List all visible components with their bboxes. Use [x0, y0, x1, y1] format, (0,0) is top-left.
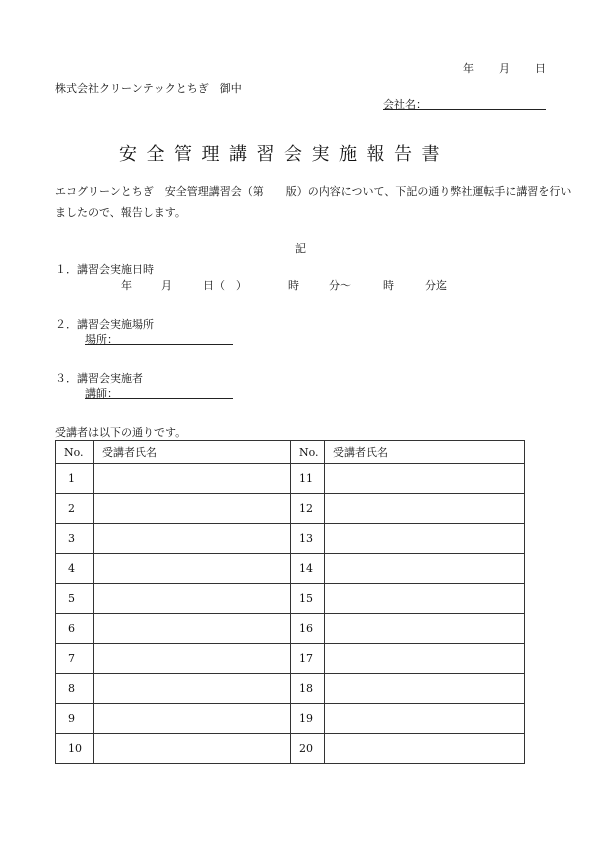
table-row — [56, 674, 525, 704]
section1-month: 月 — [161, 279, 172, 292]
instructor-field[interactable] — [85, 385, 233, 399]
row-no-left: 4 — [56, 554, 94, 584]
name-cell-left[interactable] — [94, 704, 291, 734]
company-label: 会社名： — [383, 98, 427, 111]
venue-field[interactable] — [85, 331, 233, 345]
section1-hour-end: 時 — [383, 279, 394, 292]
ki-mark: 記 — [295, 242, 306, 255]
table-row — [56, 524, 525, 554]
section1-min-end: 分迄 — [425, 279, 447, 292]
row-no-left: 2 — [56, 494, 94, 524]
table-row — [56, 734, 525, 764]
name-cell-right[interactable] — [325, 584, 525, 614]
addressee: 株式会社クリーンテックとちぎ 御中 — [55, 82, 242, 95]
row-no-left: 5 — [56, 584, 94, 614]
section1-year: 年 — [121, 279, 132, 292]
col-name-right: 受講者氏名 — [325, 441, 525, 464]
row-no-right: 17 — [291, 644, 325, 674]
date-month: 月 — [499, 62, 510, 75]
section1-min-start: 分～ — [329, 279, 351, 292]
table-row — [56, 554, 525, 584]
table-row — [56, 494, 525, 524]
row-no-right: 18 — [291, 674, 325, 704]
intro-line-2: ましたので、報告します。 — [55, 206, 186, 219]
row-no-left: 6 — [56, 614, 94, 644]
section1-hour-start: 時 — [288, 279, 299, 292]
page-title: 安全管理講習会実施報告書 — [119, 144, 449, 165]
row-no-right: 12 — [291, 494, 325, 524]
table-row — [56, 704, 525, 734]
table-header-row — [56, 441, 525, 464]
name-cell-left[interactable] — [94, 644, 291, 674]
name-cell-left[interactable] — [94, 674, 291, 704]
table-row — [56, 584, 525, 614]
table-row — [56, 644, 525, 674]
name-cell-right[interactable] — [325, 464, 525, 494]
section3-heading: ３．講習会実施者 — [55, 372, 143, 385]
date-day: 日 — [535, 62, 546, 75]
row-no-right: 15 — [291, 584, 325, 614]
row-no-left: 1 — [56, 464, 94, 494]
name-cell-left[interactable] — [94, 734, 291, 764]
name-cell-right[interactable] — [325, 524, 525, 554]
col-name-left: 受講者氏名 — [94, 441, 291, 464]
row-no-left: 3 — [56, 524, 94, 554]
row-no-right: 20 — [291, 734, 325, 764]
row-no-right: 14 — [291, 554, 325, 584]
name-cell-right[interactable] — [325, 674, 525, 704]
name-cell-right[interactable] — [325, 614, 525, 644]
name-cell-left[interactable] — [94, 554, 291, 584]
table-row — [56, 464, 525, 494]
name-cell-left[interactable] — [94, 614, 291, 644]
name-cell-left[interactable] — [94, 584, 291, 614]
section2-heading: ２．講習会実施場所 — [55, 318, 154, 331]
instructor-label: 講師： — [85, 387, 118, 400]
row-no-right: 11 — [291, 464, 325, 494]
row-no-left: 7 — [56, 644, 94, 674]
name-cell-left[interactable] — [94, 494, 291, 524]
row-no-right: 16 — [291, 614, 325, 644]
name-cell-right[interactable] — [325, 554, 525, 584]
name-cell-right[interactable] — [325, 644, 525, 674]
attendee-table — [55, 440, 525, 764]
row-no-left: 8 — [56, 674, 94, 704]
intro-line-1: エコグリーンとちぎ 安全管理講習会（第 版）の内容について、下記の通り弊社運転手に講習を行い — [55, 185, 572, 198]
table-intro: 受講者は以下の通りです。 — [55, 426, 187, 439]
table-row — [56, 614, 525, 644]
col-no-right: No. — [291, 441, 325, 464]
section1-day: 日（ ） — [203, 279, 247, 292]
name-cell-left[interactable] — [94, 464, 291, 494]
col-no-left: No. — [56, 441, 94, 464]
row-no-right: 19 — [291, 704, 325, 734]
venue-label: 場所： — [85, 333, 118, 346]
row-no-left: 10 — [56, 734, 94, 764]
name-cell-right[interactable] — [325, 494, 525, 524]
name-cell-right[interactable] — [325, 704, 525, 734]
name-cell-right[interactable] — [325, 734, 525, 764]
name-cell-left[interactable] — [94, 524, 291, 554]
row-no-left: 9 — [56, 704, 94, 734]
company-field[interactable] — [383, 96, 546, 110]
date-year: 年 — [463, 62, 474, 75]
section1-heading: １．講習会実施日時 — [55, 263, 154, 276]
row-no-right: 13 — [291, 524, 325, 554]
